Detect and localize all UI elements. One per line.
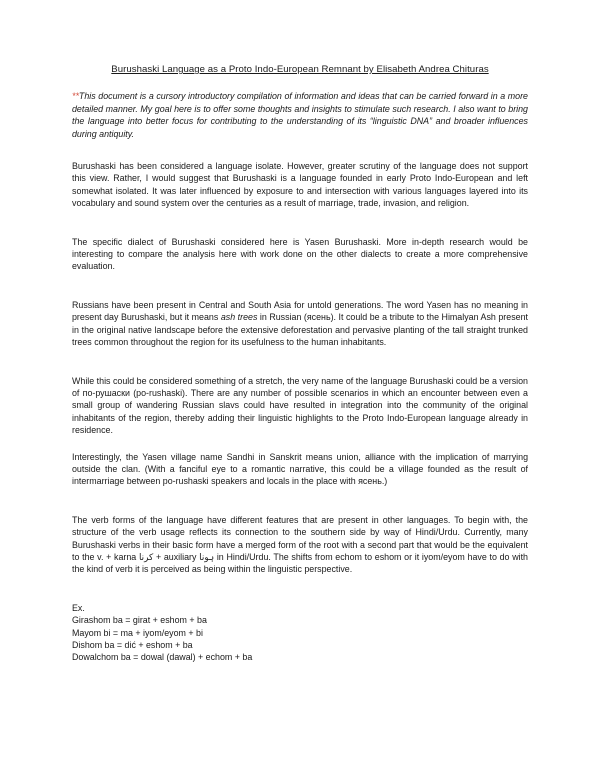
- example-line: Mayom bi = ma + iyom/eyom + bi: [72, 627, 203, 638]
- document-page: [72, 64, 528, 664]
- document-title: Burushaski Language as a Proto Indo-European Remnant by Elisabeth Andrea Chituras: [111, 64, 489, 75]
- example-line: Girashom ba = girat + eshom + ba: [72, 615, 207, 626]
- paragraph-sandhi: Interestingly, the Yasen village name Sandhi in Sanskrit means union, alliance with the implication of marrying outside the clan. (With a fanciful eye to a romantic narrative, this could be a village founded as the result of intermarriage between po-rushaski speakers and locals in the place with ясень.): [72, 451, 528, 487]
- note-asterisks: **: [72, 91, 79, 102]
- paragraph-name-origin: While this could be considered something of a stretch, the very name of the language Burushaski could be a version of по-рушаски (po-rushaski). There are any number of possible scenarios in which an encounter between even a small group of wandering Russian slavs could have resulted in integration into the community of the original inhabitants of the region, thereby adding their linguistic highlights to the Proto Indo-European language already in residence.: [72, 375, 528, 436]
- note-text: This document is a cursory introductory compilation of information and ideas that can be carried forward in a more detailed manner. My goal here is to offer some thoughts and insights to stimulate such research. I also want to bring the language into better focus for contributing to the understanding of its “linguistic DNA” and broader influences during antiquity.: [72, 91, 528, 139]
- paragraph-verb-forms: The verb forms of the language have different features that are present in other languages. To begin with, the structure of the verb usage reflects its connection to the southern side by way of Hindi/Urdu. Currently, many Burushaski verbs in their basic form have a merged form of the root with a second part that would be the equivalent to the v. + karna کرنا + auxiliary ہونا in Hindi/Urdu. The shifts from echom to eshom or it iyom/eyom have to do with the kind of verb it is perceived as being within the linguistic perspective.: [72, 514, 528, 575]
- example-line: Dowalchom ba = dowal (dawal) + echom + ba: [72, 652, 253, 663]
- example-line: Dishom ba = dić + eshom + ba: [72, 640, 193, 650]
- yasen-ash-trees: ash trees: [220, 312, 258, 323]
- examples-heading: Ex.: [72, 602, 85, 613]
- intro-note: [72, 90, 528, 140]
- paragraph-yasen: [72, 299, 528, 349]
- examples-block: [72, 602, 528, 664]
- paragraph-dialect: The specific dialect of Burushaski considered here is Yasen Burushaski. More in-depth research would be interesting to compare the analysis here with work done on the other dialects to create a more comprehensive evaluation.: [72, 236, 528, 272]
- yasen-text-a: Russians have been present in Central and South Asia for untold generations. The word Yasen has no meaning in present day Burushaski, but it means: [72, 299, 528, 323]
- yasen-text-b: in Russian (ясень). It could be a tribute to the Himalyan Ash present in the original native landscape before the extensive deforestation and pervasive planting of the tall straight trunked trees common throughout the region for its usefulness to the human inhabitants.: [72, 312, 528, 348]
- paragraph-isolate: Burushaski has been considered a language isolate. However, greater scrutiny of the language does not support this view. Rather, I would suggest that Burushaski is a language founded in early Proto Indo-European and left somewhat isolated. It was later influenced by exposure to and intersection with various languages layered into its vocabulary and sound system over the centuries as a result of marriage, trade, invasion, and religion.: [72, 161, 528, 209]
